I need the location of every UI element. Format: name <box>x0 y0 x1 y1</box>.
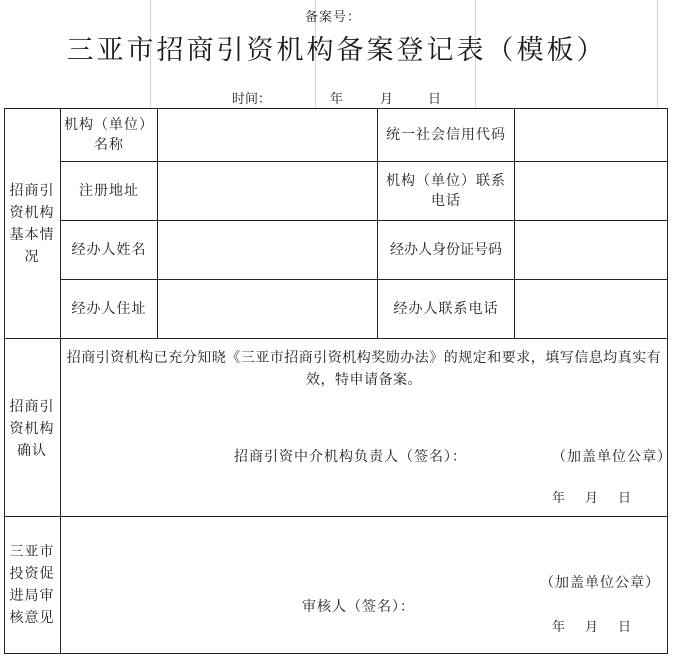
confirm-date-year: 年 <box>552 491 566 506</box>
date-label: 时间： <box>232 92 272 107</box>
section-review-label: 三亚市投资促进局审核意见 <box>9 544 55 626</box>
review-date-month: 月 <box>585 620 599 635</box>
handler-phone-field[interactable] <box>515 280 667 338</box>
org-phone-field[interactable] <box>515 162 667 220</box>
org-name-field[interactable] <box>158 109 377 161</box>
handler-name-field[interactable] <box>158 221 377 279</box>
org-name-label: 机构（单位）名称 <box>64 117 154 153</box>
review-seal-label: （加盖单位公章） <box>540 575 660 591</box>
handler-id-label: 经办人身份证号码 <box>390 242 502 258</box>
date-year: 年 <box>330 92 344 107</box>
review-date-line <box>0 616 673 636</box>
handler-address-field[interactable] <box>158 280 377 338</box>
date-day: 日 <box>428 92 442 107</box>
handler-name-label: 经办人姓名 <box>71 242 147 258</box>
address-field[interactable] <box>158 162 377 220</box>
credit-code-field[interactable] <box>515 109 667 161</box>
handler-phone-label: 经办人联系电话 <box>393 301 499 317</box>
reviewer-label: 审核人（签名）： <box>302 599 415 615</box>
confirmation-statement: 招商引资机构已充分知晓《三亚市招商引资机构奖励办法》的规定和要求，填写信息均真实有效，特申请备案。 <box>66 350 662 388</box>
handler-address-label: 经办人住址 <box>71 301 147 317</box>
confirm-date-month: 月 <box>585 491 599 506</box>
date-month: 月 <box>380 92 394 107</box>
signer-signature-field[interactable] <box>480 442 546 468</box>
record-number-label: 备案号： <box>305 10 362 25</box>
signer-label: 招商引资中介机构负责人（签名）： <box>234 449 467 465</box>
confirm-seal-label: （加盖单位公章） <box>552 449 672 465</box>
page-title: 三亚市招商引资机构备案登记表（模板） <box>66 35 607 66</box>
section-confirm-label: 招商引资机构确认 <box>9 399 55 459</box>
handler-id-field[interactable] <box>515 221 667 279</box>
address-label: 注册地址 <box>79 183 139 199</box>
review-date-year: 年 <box>552 620 566 635</box>
confirm-date-day: 日 <box>618 491 632 506</box>
confirm-date-line <box>0 487 673 507</box>
date-line <box>0 88 673 108</box>
credit-code-label: 统一社会信用代码 <box>386 127 506 143</box>
org-phone-label: 机构（单位）联系电话 <box>386 173 506 209</box>
section-basic-label: 招商引资机构基本情况 <box>9 183 55 265</box>
reviewer-signature-field[interactable] <box>425 592 525 618</box>
review-date-day: 日 <box>618 620 632 635</box>
